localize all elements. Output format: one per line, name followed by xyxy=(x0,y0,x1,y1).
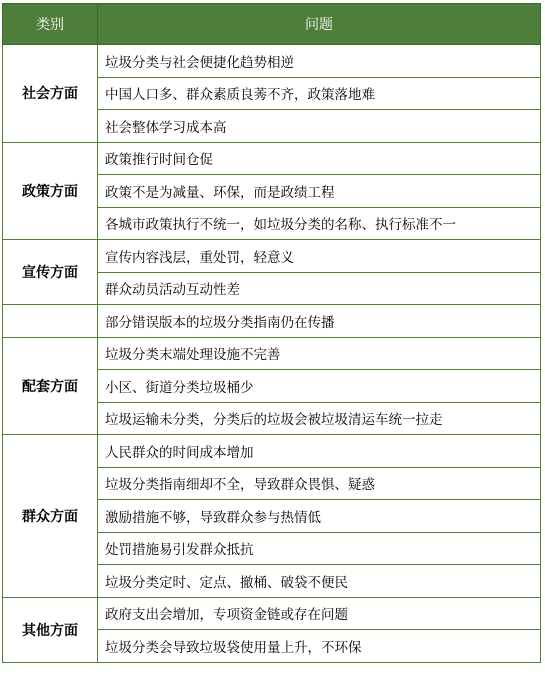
issue-cell: 垃圾分类会导致垃圾袋使用量上升，不环保 xyxy=(98,630,541,663)
table-row xyxy=(3,45,541,78)
category-cell: 宣传方面 xyxy=(3,240,98,305)
table-row xyxy=(3,142,541,175)
issue-cell: 中国人口多、群众素质良莠不齐，政策落地难 xyxy=(98,77,541,110)
issue-cell: 社会整体学习成本高 xyxy=(98,110,541,143)
issue-cell: 处罚措施易引发群众抵抗 xyxy=(98,532,541,565)
issue-cell: 政府支出会增加，专项资金链或存在问题 xyxy=(98,597,541,630)
issue-cell: 垃圾分类末端处理设施不完善 xyxy=(98,337,541,370)
table-row xyxy=(3,337,541,370)
header-category: 类别 xyxy=(3,4,98,45)
table-row xyxy=(3,305,541,338)
issue-cell: 群众动员活动互动性差 xyxy=(98,272,541,305)
category-cell: 群众方面 xyxy=(3,435,98,598)
category-cell: 社会方面 xyxy=(3,45,98,143)
issue-cell: 部分错误版本的垃圾分类指南仍在传播 xyxy=(98,305,541,338)
table-row xyxy=(3,597,541,630)
issue-cell: 小区、街道分类垃圾桶少 xyxy=(98,370,541,403)
issue-cell: 垃圾运输未分类，分类后的垃圾会被垃圾清运车统一拉走 xyxy=(98,402,541,435)
category-cell-empty xyxy=(3,305,98,338)
header-issue: 问题 xyxy=(98,4,541,45)
category-cell: 其他方面 xyxy=(3,597,98,662)
issue-cell: 垃圾分类定时、定点、撤桶、破袋不便民 xyxy=(98,565,541,598)
issue-cell: 各城市政策执行不统一，如垃圾分类的名称、执行标准不一 xyxy=(98,207,541,240)
category-cell: 配套方面 xyxy=(3,337,98,435)
issue-cell: 宣传内容浅层，重处罚，轻意义 xyxy=(98,240,541,273)
issue-cell: 激励措施不够，导致群众参与热情低 xyxy=(98,500,541,533)
table-row xyxy=(3,240,541,273)
issue-cell: 人民群众的时间成本增加 xyxy=(98,435,541,468)
issue-cell: 政策推行时间仓促 xyxy=(98,142,541,175)
table-header-row xyxy=(3,4,541,45)
issues-table xyxy=(2,3,541,663)
issues-table-container xyxy=(2,3,540,663)
table-row xyxy=(3,435,541,468)
issue-cell: 垃圾分类指南细却不全，导致群众畏惧、疑惑 xyxy=(98,467,541,500)
issue-cell: 政策不是为减量、环保，而是政绩工程 xyxy=(98,175,541,208)
issue-cell: 垃圾分类与社会便捷化趋势相逆 xyxy=(98,45,541,78)
category-cell: 政策方面 xyxy=(3,142,98,240)
